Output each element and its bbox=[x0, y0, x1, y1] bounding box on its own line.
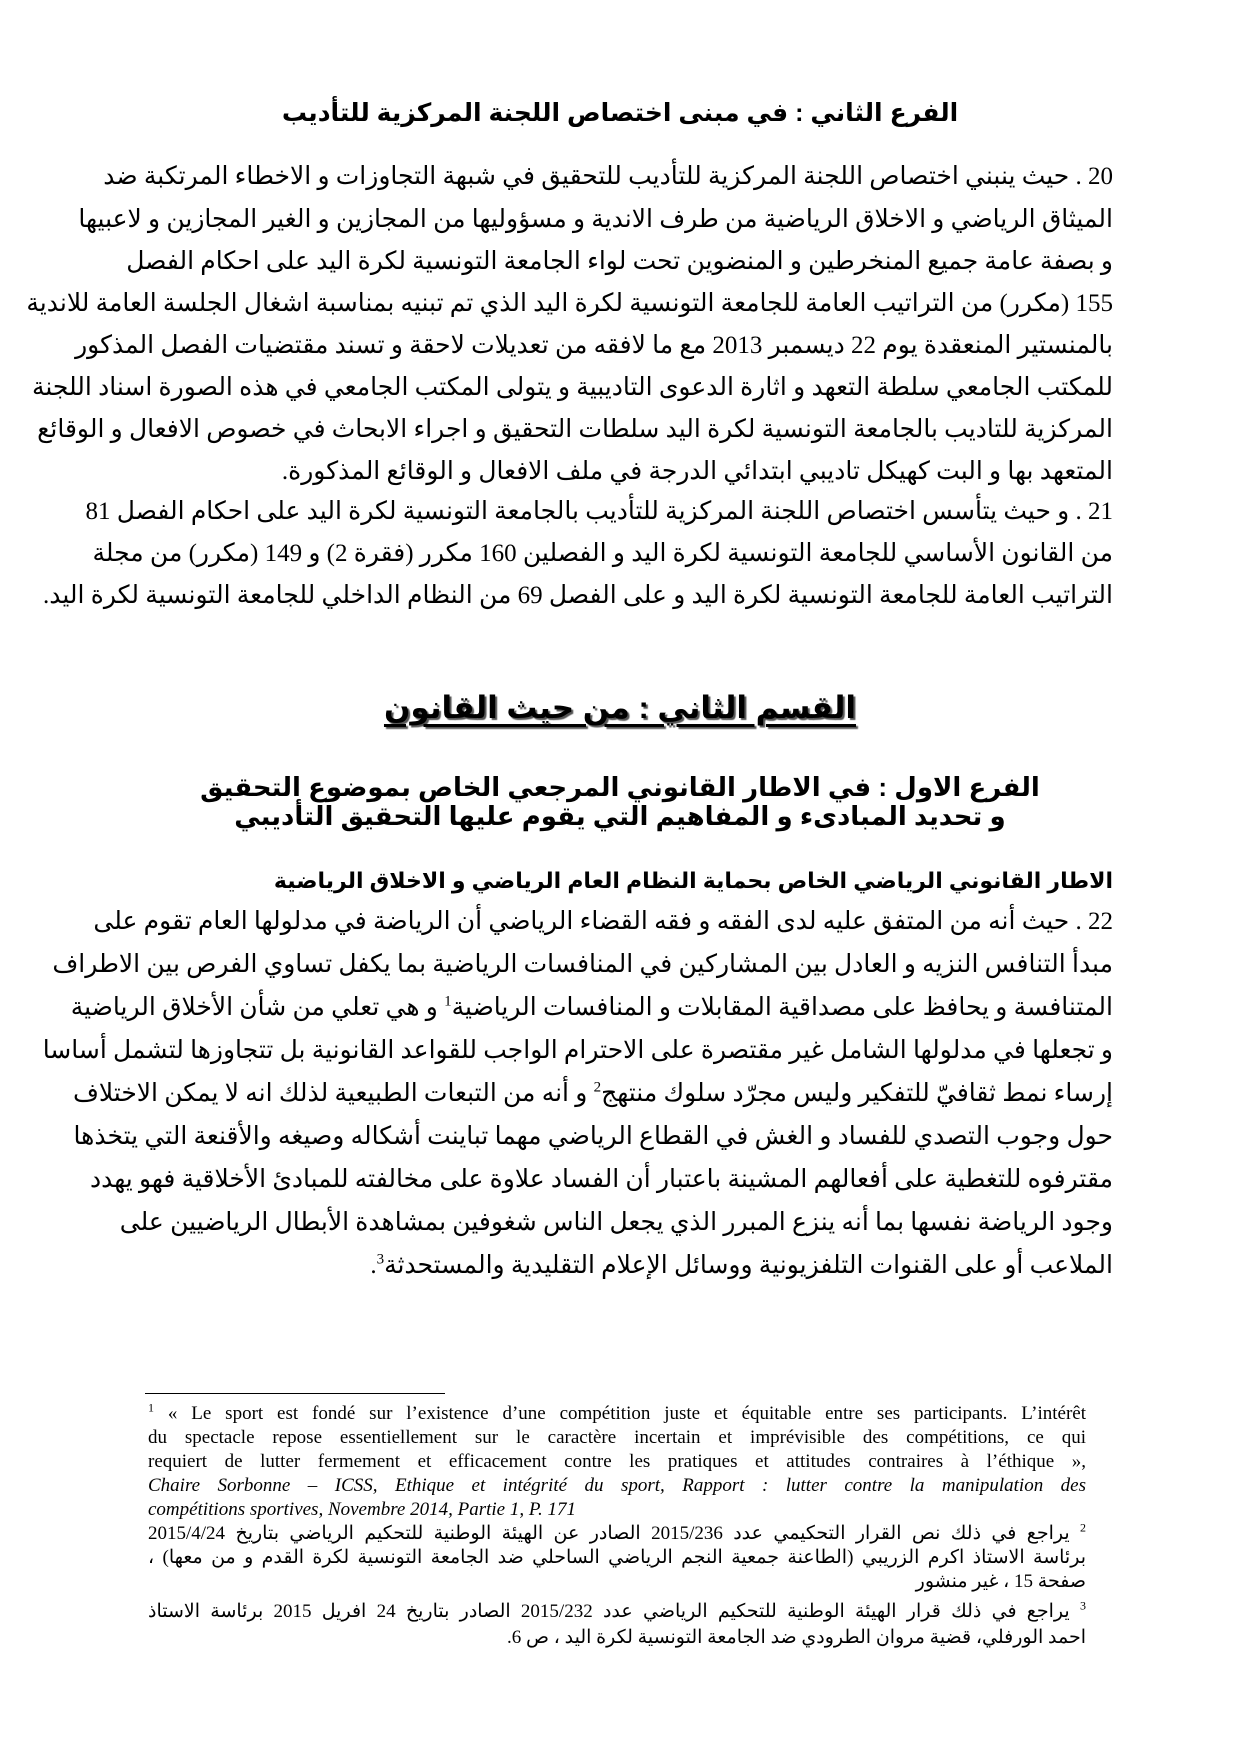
footnote-ref-1[interactable]: 1 bbox=[444, 993, 452, 1010]
footnote-2-line bbox=[148, 1522, 1086, 1545]
footnote-2-marker: 2 bbox=[1080, 1520, 1086, 1535]
paragraph-20-line: و بصفة عامة جميع المنخرطين و المنضوين تحت لواء الجامعة التونسية لكرة اليد على احكام الفصل bbox=[126, 248, 1113, 275]
paragraph-22-line bbox=[72, 1077, 1113, 1111]
paragraph-22-text: المتنافسة و يحافظ على مصداقية المقابلات و المنافسات الرياضية bbox=[451, 994, 1113, 1021]
footnote-1-citation: compétitions sportives, Novembre 2014, Partie 1, P. 171 bbox=[148, 1499, 576, 1520]
footnote-1-line: requiert de lutter fermement et efficacement contre les pratiques et attitudes contraires à l’éthique », bbox=[148, 1451, 1086, 1472]
paragraph-20-line: الميثاق الرياضي و الاخلاق الرياضية من طرف الاندية و مسؤوليها من المجازين و الغير المجازين و لاعبيها bbox=[78, 206, 1113, 233]
paragraph-20-line: 155 (مكرر) من التراتيب العامة للجامعة التونسية لكرة اليد الذي تم تبنيه بمناسبة اشغال الجلسة العامة للاندية bbox=[26, 290, 1113, 317]
footnote-3-line: احمد الورفلي، قضية مروان الطرودي ضد الجامعة التونسية لكرة اليد ، ص 6. bbox=[507, 1627, 1086, 1648]
subheading-legal-framework: الاطار القانوني الرياضي الخاص بحماية النظام العام الرياضي و الاخلاق الرياضية bbox=[273, 868, 1113, 893]
paragraph-22-line: حول وجوب التصدي للفساد و الغش في القطاع الرياضي مهما تباينت أشكاله وصيغه والأقنعة التي يتخذها bbox=[73, 1123, 1113, 1150]
paragraph-20-line: بالمنستير المنعقدة يوم 22 ديسمبر 2013 مع ما لافقه من تعديلات لاحقة و تسند مقتضيات الفصل المذكور bbox=[75, 332, 1113, 359]
paragraph-22-text: الملاعب أو على القنوات التلفزيونية ووسائل الإعلام التقليدية والمستحدثة bbox=[384, 1252, 1113, 1279]
paragraph-20-line: للمكتب الجامعي سلطة التعهد و اثارة الدعوى التاديبية و يتولى المكتب الجامعي في هذه الصورة اسناد اللجنة bbox=[31, 374, 1113, 401]
footnote-2-line: صفحة 15 ، غير منشور bbox=[915, 1571, 1086, 1592]
paragraph-21-line: التراتيب العامة للجامعة التونسية لكرة اليد و على الفصل 69 من النظام الداخلي للجامعة التونسية لكرة اليد. bbox=[43, 582, 1113, 609]
paragraph-22-line: 22 . حيث أنه من المتفق عليه لدى الفقه و فقه القضاء الرياضي أن الرياضة في مدلولها العام تقوم على bbox=[93, 908, 1113, 935]
footnote-2-text: يراجع في ذلك نص القرار التحكيمي عدد 2015/236 الصادر عن الهيئة الوطنية للتحكيم الرياضي بتاريخ 2015/4/24 bbox=[148, 1523, 1070, 1544]
paragraph-22-line: مبدأ التنافس النزيه و العادل بين المشاركين في المنافسات الرياضية بما يكفل تساوي الفرص بين الاطراف bbox=[52, 951, 1113, 978]
footnote-2-line: برئاسة الاستاذ اكرم الزريبي (الطاعنة جمعية النجم الرياضي الساحلي ضد الجامعة التونسية لكرة القدم و من معها) ، bbox=[148, 1547, 1086, 1568]
footnote-ref-3[interactable]: 3 bbox=[376, 1251, 385, 1268]
paragraph-21-line: 21 . و حيث يتأسس اختصاص اللجنة المركزية للتأديب بالجامعة التونسية لكرة اليد على احكام الفصل 81 bbox=[85, 498, 1113, 525]
footnote-1-citation: Chaire Sorbonne – ICSS, Ethique et intégrité du sport, Rapport : lutter contre la manipulation des bbox=[148, 1475, 1086, 1496]
footnote-3-line bbox=[148, 1600, 1086, 1623]
footnote-1-text: « Le sport est fondé sur l’existence d’une compétition juste et équitable entre ses participants. L’intérêt bbox=[167, 1403, 1087, 1424]
paragraph-20-line: المركزية للتاديب بالجامعة التونسية لكرة اليد سلطات التحقيق و اجراء الابحاث في خصوص الافعال و الوقائع bbox=[37, 416, 1113, 443]
heading-branch-1-line-1: الفرع الاول : في الاطار القانوني المرجعي الخاص بموضوع التحقيق bbox=[200, 772, 1040, 802]
footnote-3-marker: 3 bbox=[1080, 1598, 1086, 1613]
paragraph-22-text: و هي تعلي من شأن الأخلاق الرياضية bbox=[70, 994, 445, 1021]
paragraph-22-line bbox=[70, 991, 1113, 1025]
paragraph-20-line: 20 . حيث ينبني اختصاص اللجنة المركزية للتأديب للتحقيق في شبهة التجاوزات و الاخطاء المرتكبة ضد bbox=[103, 163, 1113, 190]
paragraph-22-text: . bbox=[370, 1252, 377, 1279]
footnote-separator bbox=[145, 1393, 445, 1394]
footnote-ref-2[interactable]: 2 bbox=[593, 1079, 602, 1096]
paragraph-22-line bbox=[133, 1249, 1113, 1283]
paragraph-22-line: مقترفوه للتغطية على أفعالهم المشينة باعتبار أن الفساد علاوة على مخالفته للمبادئ الأخلاقية فهو يهدد bbox=[89, 1166, 1113, 1193]
footnote-1-marker: 1 bbox=[148, 1400, 154, 1415]
paragraph-22-line: وجود الرياضة نفسها بما أنه ينزع المبرر الذي يجعل الناس شغوفين بمشاهدة الأبطال الرياضيين على bbox=[119, 1209, 1113, 1236]
heading-branch-2: الفرع الثاني : في مبنى اختصاص اللجنة المركزية للتأديب bbox=[281, 99, 959, 127]
paragraph-22-text: و أنه من التبعات الطبيعية لذلك انه لا يمكن الاختلاف bbox=[72, 1080, 594, 1107]
paragraph-22-line: و تجعلها في مدلولها الشامل غير مقتصرة على الاحترام الواجب للقواعد القانونية بل تتجاوزها لتشمل أساسا bbox=[42, 1037, 1113, 1064]
paragraph-21-line: من القانون الأساسي للجامعة التونسية لكرة اليد و الفصلين 160 مكرر (فقرة 2) و 149 (مكرر) من مجلة bbox=[92, 540, 1113, 567]
paragraph-22-text: إرساء نمط ثقافيّ للتفكير وليس مجرّد سلوك منتهج bbox=[601, 1080, 1113, 1107]
footnote-1-line: du spectacle repose essentiellement sur le caractère incertain et imprévisible des compétitions, ce qui bbox=[148, 1427, 1086, 1448]
footnote-3-text: يراجع في ذلك قرار الهيئة الوطنية للتحكيم الرياضي عدد 2015/232 الصادر بتاريخ 24 افريل 2015 برئاسة الاستاذ bbox=[148, 1601, 1070, 1622]
paragraph-20-line: المتعهد بها و البت كهيكل تاديبي ابتدائي الدرجة في ملف الافعال و الوقائع المذكورة. bbox=[281, 458, 1113, 485]
footnote-1-line bbox=[148, 1402, 1086, 1425]
heading-section-2: القسم الثاني : من حيث القانون bbox=[383, 690, 857, 725]
heading-branch-1-line-2: و تحديد المبادىء و المفاهيم التي يقوم عليها التحقيق التأديبي bbox=[234, 801, 1006, 831]
